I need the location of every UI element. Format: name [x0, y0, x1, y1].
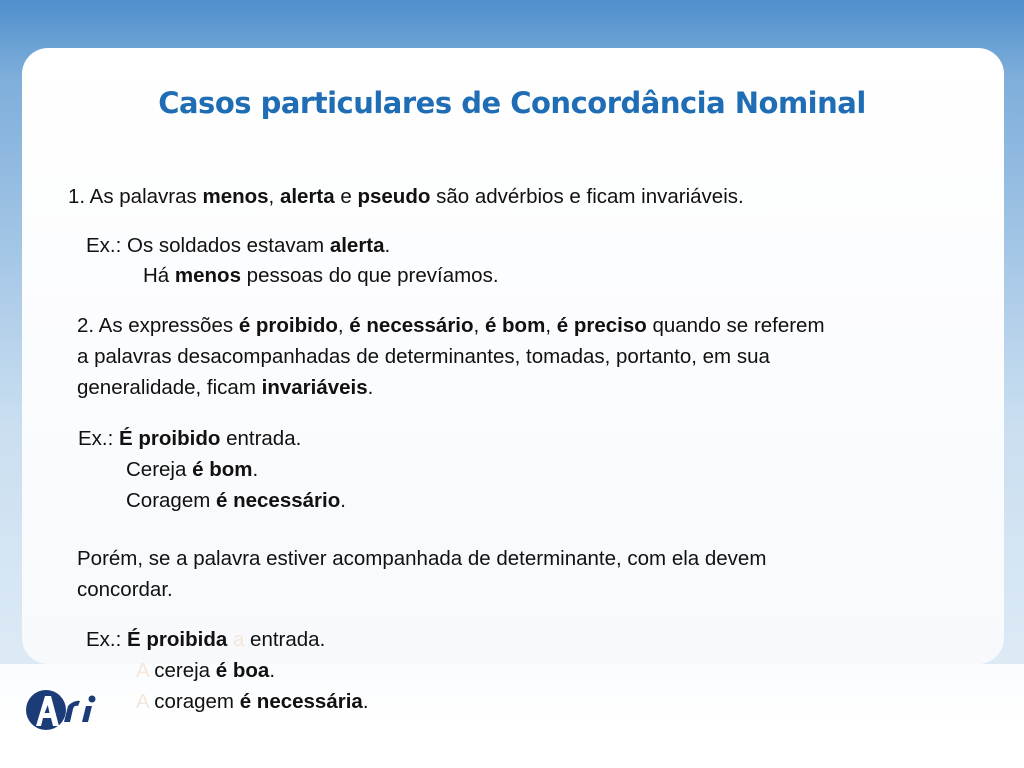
rule-1-text: 1. As palavras menos, alerta e pseudo são advérbios e ficam invariáveis. [68, 185, 744, 208]
example-3-line-1: Ex.: É proibida a entrada. [86, 628, 326, 651]
example-3-line-3: A coragem é necessária. [136, 690, 369, 713]
slide-title: Casos particulares de Concordância Nominal [158, 86, 866, 120]
example-1-line-2: Há menos pessoas do que prevíamos. [143, 264, 499, 287]
example-2-line-2: Cereja é bom. [126, 458, 259, 481]
note-line-1: Porém, se a palavra estiver acompanhada de determinante, com ela devem [77, 547, 767, 570]
example-2-line-3: Coragem é necessário. [126, 489, 346, 512]
rule-2-line-3: generalidade, ficam invariáveis. [77, 376, 374, 399]
example-2-line-1: Ex.: É proibido entrada. [78, 427, 302, 450]
note-line-2: concordar. [77, 578, 173, 601]
example-1-line-1: Ex.: Os soldados estavam alerta. [86, 234, 391, 257]
rule-2-line-2: a palavras desacompanhadas de determinantes, tomadas, portanto, em sua [77, 345, 770, 368]
rule-2-line-1: 2. As expressões é proibido, é necessário, é bom, é preciso quando se referem [77, 314, 825, 337]
example-3-line-2: A cereja é boa. [136, 659, 276, 682]
ari-logo-icon [24, 684, 116, 734]
